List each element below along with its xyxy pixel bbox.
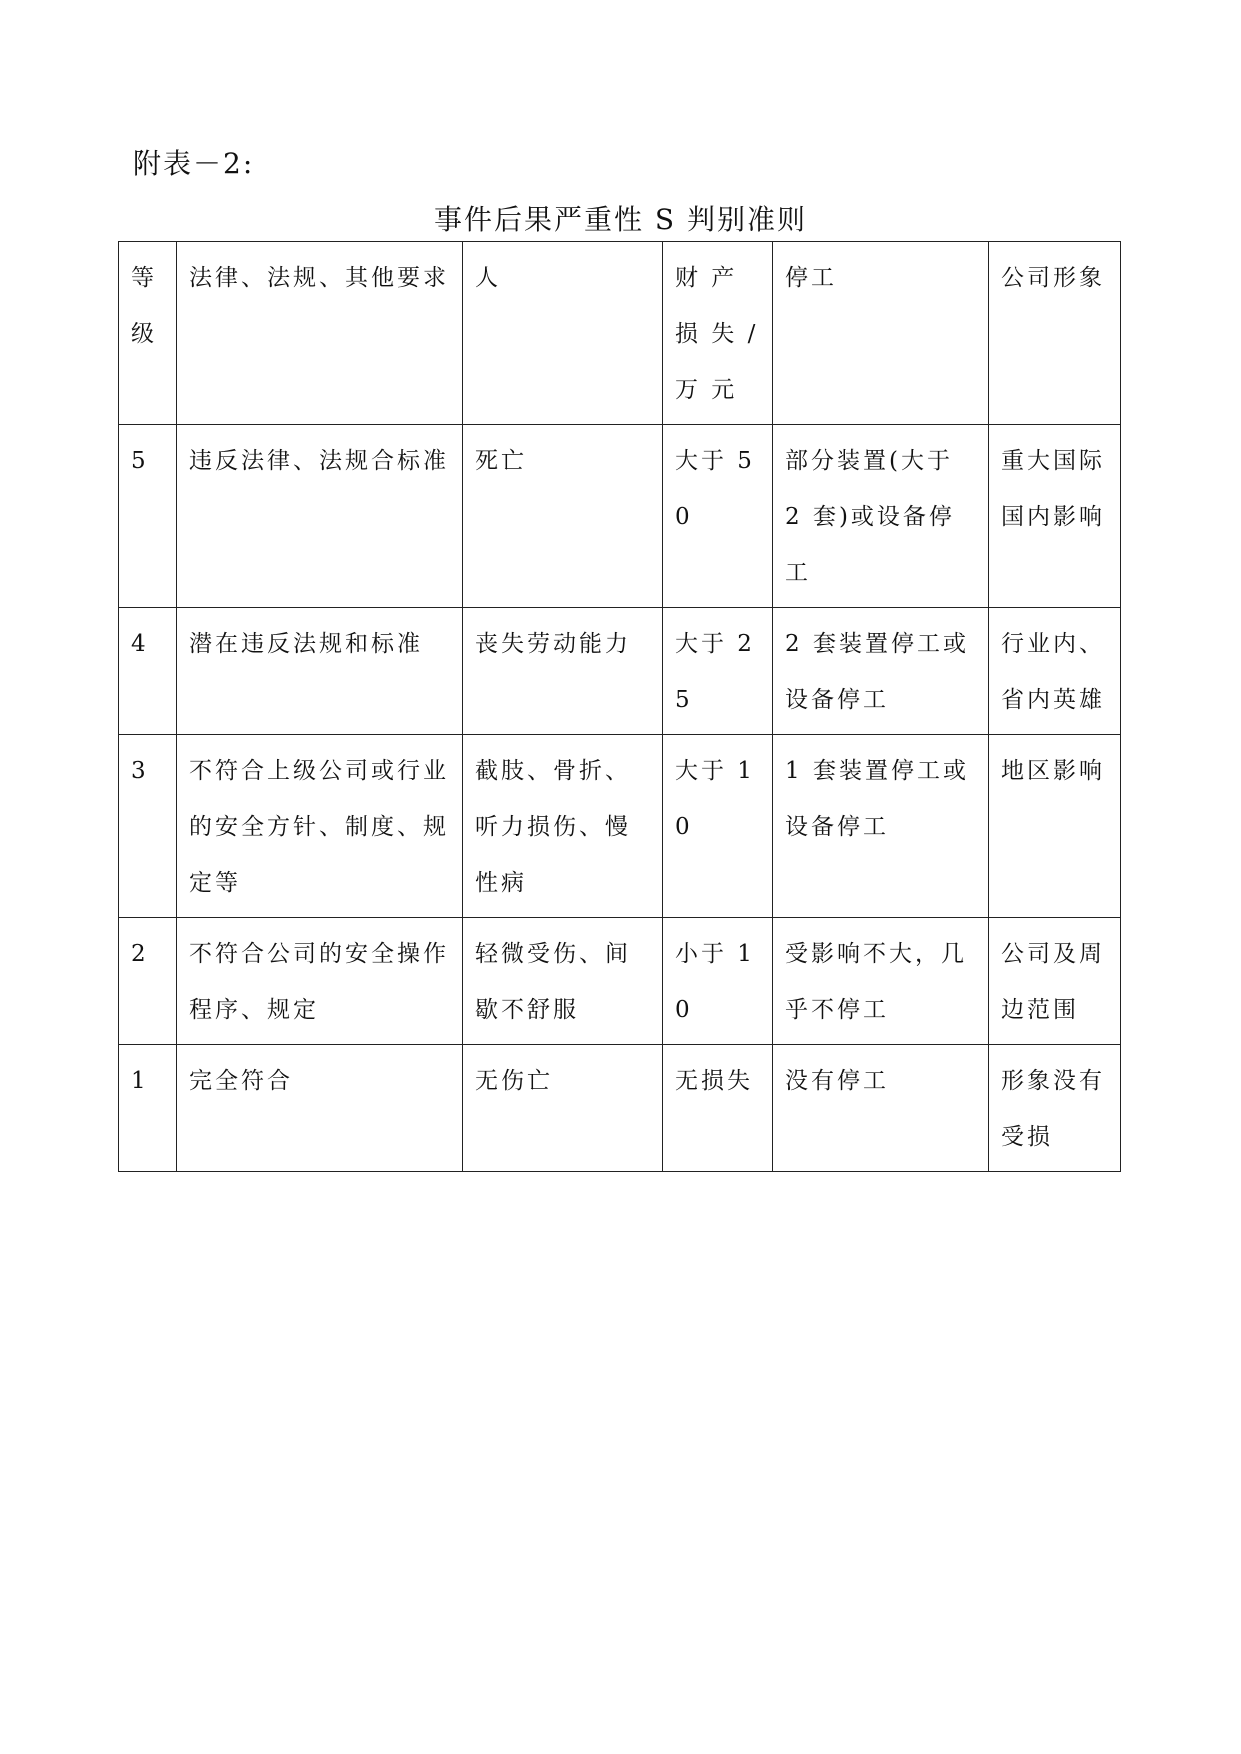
cell-legal: 不符合公司的安全操作程序、规定 bbox=[177, 918, 463, 1045]
cell-legal: 不符合上级公司或行业的安全方针、制度、规定等 bbox=[177, 735, 463, 918]
header-legal: 法律、法规、其他要求 bbox=[177, 242, 463, 425]
cell-person: 丧失劳动能力 bbox=[463, 608, 663, 735]
table-header-row bbox=[119, 242, 1121, 425]
header-property-loss: 财 产 损 失 / 万 元 bbox=[663, 242, 773, 425]
cell-shutdown: 没有停工 bbox=[773, 1045, 989, 1172]
cell-person: 死亡 bbox=[463, 425, 663, 608]
header-shutdown: 停工 bbox=[773, 242, 989, 425]
table-row bbox=[119, 1045, 1121, 1172]
cell-company-image: 重大国际国内影响 bbox=[989, 425, 1121, 608]
cell-shutdown: 受影响不大，几乎不停工 bbox=[773, 918, 989, 1045]
cell-person: 轻微受伤、间歇不舒服 bbox=[463, 918, 663, 1045]
cell-shutdown: 部分装置(大于 2 套)或设备停工 bbox=[773, 425, 989, 608]
cell-level: 2 bbox=[119, 918, 177, 1045]
table-row bbox=[119, 608, 1121, 735]
cell-company-image: 公司及周边范围 bbox=[989, 918, 1121, 1045]
cell-property-loss: 无损失 bbox=[663, 1045, 773, 1172]
cell-person: 无伤亡 bbox=[463, 1045, 663, 1172]
cell-property-loss: 大于 10 bbox=[663, 735, 773, 918]
cell-company-image: 行业内、省内英雄 bbox=[989, 608, 1121, 735]
table-row bbox=[119, 735, 1121, 918]
cell-property-loss: 大于 25 bbox=[663, 608, 773, 735]
cell-company-image: 形象没有受损 bbox=[989, 1045, 1121, 1172]
header-person: 人 bbox=[463, 242, 663, 425]
cell-property-loss: 小于 10 bbox=[663, 918, 773, 1045]
cell-level: 5 bbox=[119, 425, 177, 608]
table-row bbox=[119, 918, 1121, 1045]
cell-company-image: 地区影响 bbox=[989, 735, 1121, 918]
cell-legal: 完全符合 bbox=[177, 1045, 463, 1172]
table-title: 事件后果严重性 S 判别准则 bbox=[434, 203, 807, 236]
cell-level: 4 bbox=[119, 608, 177, 735]
severity-criteria-table bbox=[118, 241, 1121, 1172]
header-company-image: 公司形象 bbox=[989, 242, 1121, 425]
header-level: 等级 bbox=[119, 242, 177, 425]
cell-legal: 违反法律、法规合标准 bbox=[177, 425, 463, 608]
cell-shutdown: 2 套装置停工或设备停工 bbox=[773, 608, 989, 735]
cell-level: 3 bbox=[119, 735, 177, 918]
cell-legal: 潜在违反法规和标准 bbox=[177, 608, 463, 735]
cell-shutdown: 1 套装置停工或设备停工 bbox=[773, 735, 989, 918]
appendix-label: 附表－2: bbox=[133, 147, 255, 180]
cell-property-loss: 大于 50 bbox=[663, 425, 773, 608]
cell-person: 截肢、骨折、听力损伤、慢性病 bbox=[463, 735, 663, 918]
cell-level: 1 bbox=[119, 1045, 177, 1172]
table-row bbox=[119, 425, 1121, 608]
